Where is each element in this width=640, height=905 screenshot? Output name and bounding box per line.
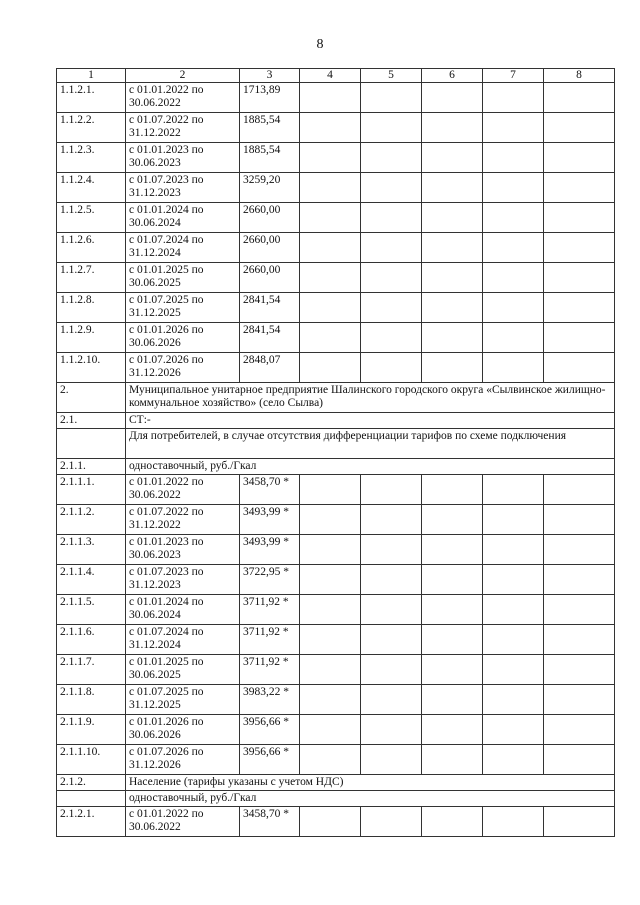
empty-cell-col-7 <box>483 143 544 173</box>
empty-cell-col-8 <box>544 173 615 203</box>
row-tariff-value: 3711,92 * <box>240 595 300 625</box>
row-code: 2. <box>57 383 126 413</box>
empty-cell-col-5 <box>361 715 422 745</box>
empty-cell-col-6 <box>422 745 483 775</box>
column-number-8: 8 <box>544 69 615 83</box>
empty-cell-col-8 <box>544 685 615 715</box>
empty-cell-col-8 <box>544 203 615 233</box>
table-row <box>57 745 615 775</box>
table-row <box>57 535 615 565</box>
row-tariff-value: 3711,92 * <box>240 655 300 685</box>
empty-cell-col-6 <box>422 505 483 535</box>
empty-cell-col-4 <box>300 323 361 353</box>
table-row <box>57 625 615 655</box>
row-period: с 01.07.2026 по 31.12.2026 <box>126 745 240 775</box>
row-tariff-value: 1885,54 <box>240 113 300 143</box>
row-code: 1.1.2.7. <box>57 263 126 293</box>
row-period: с 01.07.2025 по 31.12.2025 <box>126 685 240 715</box>
row-code: 1.1.2.4. <box>57 173 126 203</box>
row-tariff-value: 2841,54 <box>240 293 300 323</box>
empty-cell-col-8 <box>544 807 615 837</box>
table-row <box>57 293 615 323</box>
empty-cell-col-5 <box>361 143 422 173</box>
row-period: с 01.01.2025 по 30.06.2025 <box>126 263 240 293</box>
row-code: 2.1.2.1. <box>57 807 126 837</box>
row-tariff-value: 3493,99 * <box>240 505 300 535</box>
section-text: Для потребителей, в случае отсутствия дифференциации тарифов по схеме подключения <box>126 429 615 459</box>
section-text: одноставочный, руб./Гкал <box>126 459 615 475</box>
row-period: с 01.01.2026 по 30.06.2026 <box>126 323 240 353</box>
empty-cell-col-7 <box>483 565 544 595</box>
empty-cell-col-6 <box>422 323 483 353</box>
empty-cell-col-6 <box>422 353 483 383</box>
empty-cell-col-5 <box>361 293 422 323</box>
row-code: 2.1.1.1. <box>57 475 126 505</box>
empty-cell-col-4 <box>300 807 361 837</box>
empty-cell-col-7 <box>483 535 544 565</box>
column-number-3: 3 <box>240 69 300 83</box>
empty-cell-col-8 <box>544 263 615 293</box>
empty-cell-col-5 <box>361 323 422 353</box>
empty-cell-col-4 <box>300 625 361 655</box>
row-code: 2.1.1.10. <box>57 745 126 775</box>
empty-cell-col-8 <box>544 565 615 595</box>
empty-cell-col-4 <box>300 233 361 263</box>
table-row <box>57 685 615 715</box>
row-period: с 01.01.2022 по 30.06.2022 <box>126 807 240 837</box>
section-row <box>57 383 615 413</box>
empty-cell-col-4 <box>300 293 361 323</box>
empty-cell-col-5 <box>361 535 422 565</box>
empty-cell-col-5 <box>361 353 422 383</box>
table-row <box>57 83 615 113</box>
empty-cell-col-7 <box>483 807 544 837</box>
empty-cell-col-7 <box>483 715 544 745</box>
row-code: 2.1.1.5. <box>57 595 126 625</box>
row-period: с 01.01.2026 по 30.06.2026 <box>126 715 240 745</box>
row-code: 1.1.2.10. <box>57 353 126 383</box>
empty-cell-col-6 <box>422 83 483 113</box>
row-period: с 01.01.2025 по 30.06.2025 <box>126 655 240 685</box>
section-row <box>57 413 615 429</box>
table-row <box>57 715 615 745</box>
row-period: с 01.07.2023 по 31.12.2023 <box>126 173 240 203</box>
row-tariff-value: 2660,00 <box>240 263 300 293</box>
row-period: с 01.01.2023 по 30.06.2023 <box>126 535 240 565</box>
row-tariff-value: 3956,66 * <box>240 715 300 745</box>
table-row <box>57 263 615 293</box>
empty-cell-col-7 <box>483 745 544 775</box>
row-tariff-value: 3711,92 * <box>240 625 300 655</box>
row-period: с 01.01.2024 по 30.06.2024 <box>126 203 240 233</box>
table-row <box>57 807 615 837</box>
empty-cell-col-4 <box>300 685 361 715</box>
row-code: 2.1.1.2. <box>57 505 126 535</box>
empty-cell-col-5 <box>361 203 422 233</box>
empty-cell-col-7 <box>483 475 544 505</box>
row-period: с 01.01.2024 по 30.06.2024 <box>126 595 240 625</box>
empty-cell-col-6 <box>422 475 483 505</box>
column-number-6: 6 <box>422 69 483 83</box>
empty-cell-col-4 <box>300 715 361 745</box>
row-period: с 01.07.2024 по 31.12.2024 <box>126 625 240 655</box>
table-row <box>57 565 615 595</box>
empty-cell-col-7 <box>483 293 544 323</box>
empty-cell-col-5 <box>361 173 422 203</box>
table-row <box>57 203 615 233</box>
row-tariff-value: 3722,95 * <box>240 565 300 595</box>
empty-cell-col-5 <box>361 625 422 655</box>
empty-cell-col-6 <box>422 113 483 143</box>
row-tariff-value: 2660,00 <box>240 203 300 233</box>
section-text: СТ:- <box>126 413 615 429</box>
empty-cell-col-4 <box>300 595 361 625</box>
empty-cell-col-5 <box>361 565 422 595</box>
empty-cell-col-7 <box>483 505 544 535</box>
empty-cell-col-7 <box>483 323 544 353</box>
empty-cell-col-4 <box>300 353 361 383</box>
row-code: 1.1.2.3. <box>57 143 126 173</box>
row-code <box>57 791 126 807</box>
empty-cell-col-5 <box>361 83 422 113</box>
row-code: 2.1.1.8. <box>57 685 126 715</box>
empty-cell-col-8 <box>544 233 615 263</box>
table-row <box>57 113 615 143</box>
empty-cell-col-5 <box>361 595 422 625</box>
row-code: 1.1.2.1. <box>57 83 126 113</box>
empty-cell-col-4 <box>300 535 361 565</box>
row-tariff-value: 3259,20 <box>240 173 300 203</box>
empty-cell-col-4 <box>300 475 361 505</box>
empty-cell-col-5 <box>361 807 422 837</box>
empty-cell-col-4 <box>300 143 361 173</box>
empty-cell-col-8 <box>544 715 615 745</box>
row-code: 2.1.1.7. <box>57 655 126 685</box>
row-tariff-value: 3493,99 * <box>240 535 300 565</box>
empty-cell-col-8 <box>544 113 615 143</box>
empty-cell-col-4 <box>300 565 361 595</box>
empty-cell-col-8 <box>544 353 615 383</box>
empty-cell-col-5 <box>361 113 422 143</box>
empty-cell-col-8 <box>544 505 615 535</box>
section-text: Муниципальное унитарное предприятие Шалинского городского округа «Сылвинское жилищно-коммунальное хозяйство» (село Сылва) <box>126 383 615 413</box>
empty-cell-col-7 <box>483 685 544 715</box>
row-tariff-value: 3983,22 * <box>240 685 300 715</box>
column-number-7: 7 <box>483 69 544 83</box>
row-period: с 01.07.2024 по 31.12.2024 <box>126 233 240 263</box>
row-code: 2.1.1.6. <box>57 625 126 655</box>
section-row <box>57 791 615 807</box>
empty-cell-col-5 <box>361 685 422 715</box>
column-number-2: 2 <box>126 69 240 83</box>
empty-cell-col-4 <box>300 83 361 113</box>
section-row <box>57 459 615 475</box>
empty-cell-col-6 <box>422 595 483 625</box>
row-period: с 01.07.2026 по 31.12.2026 <box>126 353 240 383</box>
empty-cell-col-4 <box>300 655 361 685</box>
empty-cell-col-4 <box>300 203 361 233</box>
tariff-table <box>56 68 615 837</box>
row-tariff-value: 1885,54 <box>240 143 300 173</box>
empty-cell-col-6 <box>422 655 483 685</box>
empty-cell-col-8 <box>544 535 615 565</box>
empty-cell-col-7 <box>483 263 544 293</box>
table-row <box>57 323 615 353</box>
empty-cell-col-7 <box>483 595 544 625</box>
row-code: 2.1. <box>57 413 126 429</box>
row-tariff-value: 2841,54 <box>240 323 300 353</box>
empty-cell-col-7 <box>483 353 544 383</box>
empty-cell-col-8 <box>544 475 615 505</box>
empty-cell-col-6 <box>422 565 483 595</box>
empty-cell-col-5 <box>361 233 422 263</box>
empty-cell-col-7 <box>483 83 544 113</box>
row-period: с 01.01.2023 по 30.06.2023 <box>126 143 240 173</box>
empty-cell-col-6 <box>422 143 483 173</box>
empty-cell-col-4 <box>300 113 361 143</box>
empty-cell-col-7 <box>483 655 544 685</box>
row-period: с 01.01.2022 по 30.06.2022 <box>126 475 240 505</box>
table-row <box>57 505 615 535</box>
row-code: 1.1.2.5. <box>57 203 126 233</box>
row-code: 1.1.2.6. <box>57 233 126 263</box>
row-period: с 01.07.2022 по 31.12.2022 <box>126 113 240 143</box>
row-period: с 01.07.2022 по 31.12.2022 <box>126 505 240 535</box>
section-text: одноставочный, руб./Гкал <box>126 791 615 807</box>
table-row <box>57 475 615 505</box>
empty-cell-col-8 <box>544 745 615 775</box>
empty-cell-col-8 <box>544 83 615 113</box>
column-number-1: 1 <box>57 69 126 83</box>
empty-cell-col-6 <box>422 535 483 565</box>
empty-cell-col-6 <box>422 203 483 233</box>
empty-cell-col-8 <box>544 293 615 323</box>
empty-cell-col-5 <box>361 505 422 535</box>
empty-cell-col-8 <box>544 625 615 655</box>
row-period: с 01.07.2023 по 31.12.2023 <box>126 565 240 595</box>
empty-cell-col-4 <box>300 745 361 775</box>
empty-cell-col-7 <box>483 233 544 263</box>
row-tariff-value: 2660,00 <box>240 233 300 263</box>
empty-cell-col-5 <box>361 475 422 505</box>
row-code: 2.1.1.9. <box>57 715 126 745</box>
table-row <box>57 595 615 625</box>
row-code <box>57 429 126 459</box>
empty-cell-col-6 <box>422 715 483 745</box>
row-code: 1.1.2.8. <box>57 293 126 323</box>
empty-cell-col-6 <box>422 173 483 203</box>
empty-cell-col-5 <box>361 745 422 775</box>
empty-cell-col-4 <box>300 173 361 203</box>
empty-cell-col-5 <box>361 263 422 293</box>
row-tariff-value: 2848,07 <box>240 353 300 383</box>
row-code: 2.1.2. <box>57 775 126 791</box>
empty-cell-col-6 <box>422 807 483 837</box>
row-code: 2.1.1.4. <box>57 565 126 595</box>
table-row <box>57 353 615 383</box>
empty-cell-col-7 <box>483 625 544 655</box>
row-period: с 01.07.2025 по 31.12.2025 <box>126 293 240 323</box>
empty-cell-col-8 <box>544 143 615 173</box>
empty-cell-col-8 <box>544 323 615 353</box>
empty-cell-col-4 <box>300 505 361 535</box>
section-row <box>57 429 615 459</box>
row-code: 1.1.2.9. <box>57 323 126 353</box>
row-code: 1.1.2.2. <box>57 113 126 143</box>
empty-cell-col-7 <box>483 173 544 203</box>
table-header-row <box>57 69 615 83</box>
row-code: 2.1.1.3. <box>57 535 126 565</box>
empty-cell-col-4 <box>300 263 361 293</box>
empty-cell-col-6 <box>422 233 483 263</box>
section-row <box>57 775 615 791</box>
page-number: 8 <box>316 37 324 52</box>
empty-cell-col-7 <box>483 113 544 143</box>
table-row <box>57 173 615 203</box>
empty-cell-col-6 <box>422 625 483 655</box>
empty-cell-col-6 <box>422 293 483 323</box>
row-tariff-value: 1713,89 <box>240 83 300 113</box>
empty-cell-col-8 <box>544 655 615 685</box>
empty-cell-col-5 <box>361 655 422 685</box>
empty-cell-col-6 <box>422 685 483 715</box>
row-tariff-value: 3956,66 * <box>240 745 300 775</box>
column-number-5: 5 <box>361 69 422 83</box>
row-tariff-value: 3458,70 * <box>240 807 300 837</box>
row-period: с 01.01.2022 по 30.06.2022 <box>126 83 240 113</box>
row-code: 2.1.1. <box>57 459 126 475</box>
row-tariff-value: 3458,70 * <box>240 475 300 505</box>
table-row <box>57 233 615 263</box>
column-number-4: 4 <box>300 69 361 83</box>
empty-cell-col-7 <box>483 203 544 233</box>
section-text: Население (тарифы указаны с учетом НДС) <box>126 775 615 791</box>
table-row <box>57 655 615 685</box>
empty-cell-col-8 <box>544 595 615 625</box>
table-row <box>57 143 615 173</box>
empty-cell-col-6 <box>422 263 483 293</box>
